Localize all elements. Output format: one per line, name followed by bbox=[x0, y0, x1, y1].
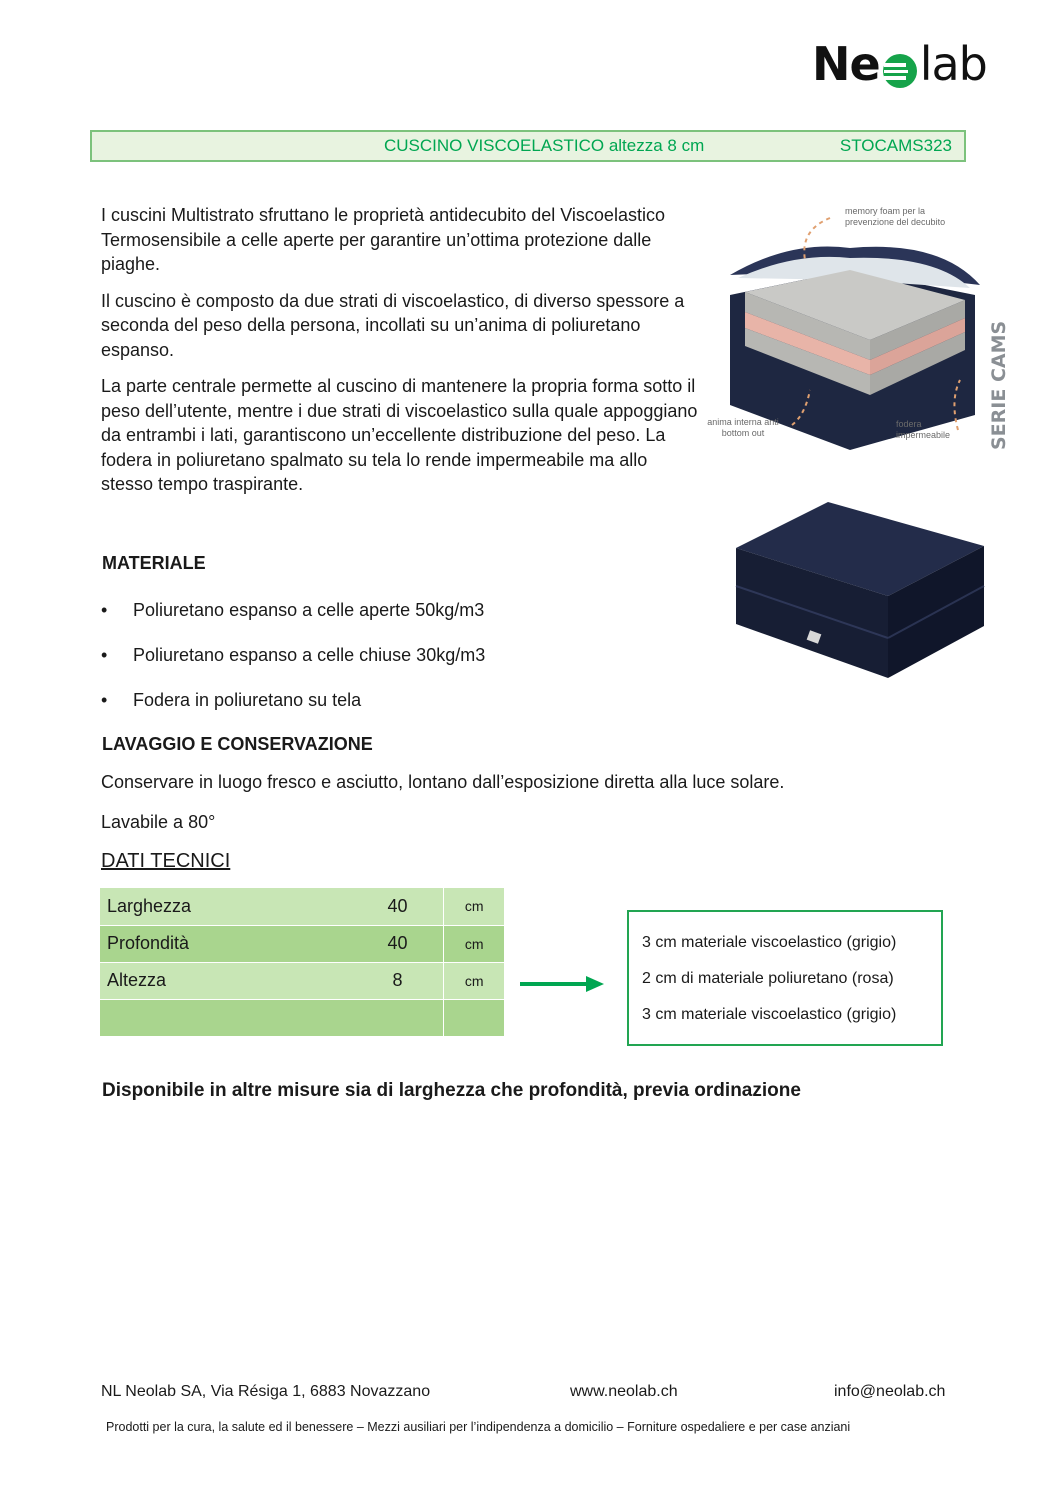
anima-label: anima interna anti bottom out bbox=[707, 417, 779, 438]
product-title: CUSCINO VISCOELASTICO altezza 8 cm bbox=[384, 136, 705, 155]
logo-text-left: Ne bbox=[812, 37, 880, 91]
serie-cams-label: SERIE CAMS bbox=[988, 320, 1010, 450]
dati-unit: cm bbox=[444, 888, 504, 925]
dati-value: 40 bbox=[352, 888, 444, 925]
footer-website[interactable]: www.neolab.ch bbox=[570, 1383, 678, 1400]
list-item: • Poliuretano espanso a celle chiuse 30kg/m3 bbox=[101, 645, 661, 690]
dati-unit bbox=[444, 999, 504, 1036]
dati-label: Profondità bbox=[100, 925, 352, 962]
layer-line: 3 cm materiale viscoelastico (grigio) bbox=[642, 934, 897, 951]
logo-text-right: lab bbox=[919, 37, 987, 91]
intro-paragraph: Il cuscino è composto da due strati di viscoelastico, di diverso spessore a seconda del peso della persona, incollati su un’anima di poliuretano espanso. bbox=[101, 290, 685, 360]
dati-label: Altezza bbox=[100, 962, 352, 999]
dati-value: 40 bbox=[352, 925, 444, 962]
dati-table bbox=[100, 888, 504, 1037]
layer-line: 3 cm materiale viscoelastico (grigio) bbox=[642, 1006, 897, 1023]
cushion-layers-image bbox=[700, 200, 1020, 465]
lavaggio-heading: LAVAGGIO E CONSERVAZIONE bbox=[102, 734, 373, 754]
availability-note: Disponibile in altre misure sia di larghezza che profondità, previa ordinazione bbox=[102, 1080, 801, 1101]
dati-unit: cm bbox=[444, 962, 504, 999]
fodera-label: fodera impermeabile bbox=[896, 419, 951, 440]
materiale-list bbox=[101, 600, 661, 735]
table-row bbox=[100, 925, 504, 962]
dati-label bbox=[100, 999, 352, 1036]
footer-tagline: Prodotti per la cura, la salute ed il benessere – Mezzi ausiliari per l’indipendenza a domicilio – Forniture ospedaliere e per case anziani bbox=[106, 1420, 851, 1434]
footer-address: NL Neolab SA, Via Résiga 1, 6883 Novazzano bbox=[101, 1383, 431, 1400]
intro-paragraph: I cuscini Multistrato sfruttano le proprietà antidecubito del Viscoelastico Termosensibile a celle aperte per garantire un’ottima protezione dalle piaghe. bbox=[101, 205, 665, 274]
intro-text bbox=[101, 203, 701, 497]
footer-email[interactable]: info@neolab.ch bbox=[834, 1383, 946, 1400]
dati-value bbox=[352, 999, 444, 1036]
table-row bbox=[100, 999, 504, 1036]
lavaggio-temp: Lavabile a 80° bbox=[101, 812, 216, 832]
materiale-heading: MATERIALE bbox=[102, 553, 206, 573]
lavaggio-text: Conservare in luogo fresco e asciutto, lontano dall’esposizione diretta alla luce solare. bbox=[101, 772, 785, 792]
memory-foam-label: memory foam per la prevenzione del decubito bbox=[845, 206, 946, 227]
brand-logo bbox=[812, 34, 987, 94]
table-row bbox=[100, 888, 504, 925]
list-item: • Fodera in poliuretano su tela bbox=[101, 690, 661, 735]
layers-box bbox=[627, 910, 943, 1046]
dati-unit: cm bbox=[444, 925, 504, 962]
dati-label: Larghezza bbox=[100, 888, 352, 925]
cushion-cover-image bbox=[728, 496, 990, 686]
layer-line: 2 cm di materiale poliuretano (rosa) bbox=[642, 970, 894, 987]
list-item: • Poliuretano espanso a celle aperte 50kg/m3 bbox=[101, 600, 661, 645]
logo-o-icon bbox=[881, 47, 919, 85]
intro-paragraph: La parte centrale permette al cuscino di mantenere la propria forma sotto il peso dell’utente, mentre i due strati di viscoelastico sulla quale appoggiano da entrambi i lati, garantiscono un’eccellente distribuzione del peso. La fodera in poliuretano spalmato su tela lo rende impermeabile ma allo stesso tempo traspirante. bbox=[101, 376, 698, 494]
arrow-right-icon bbox=[520, 974, 604, 999]
product-title-bar bbox=[90, 130, 966, 162]
dati-heading: DATI TECNICI bbox=[101, 850, 231, 872]
table-row bbox=[100, 962, 504, 999]
product-code: STOCAMS323 bbox=[839, 136, 952, 155]
dati-value: 8 bbox=[352, 962, 444, 999]
